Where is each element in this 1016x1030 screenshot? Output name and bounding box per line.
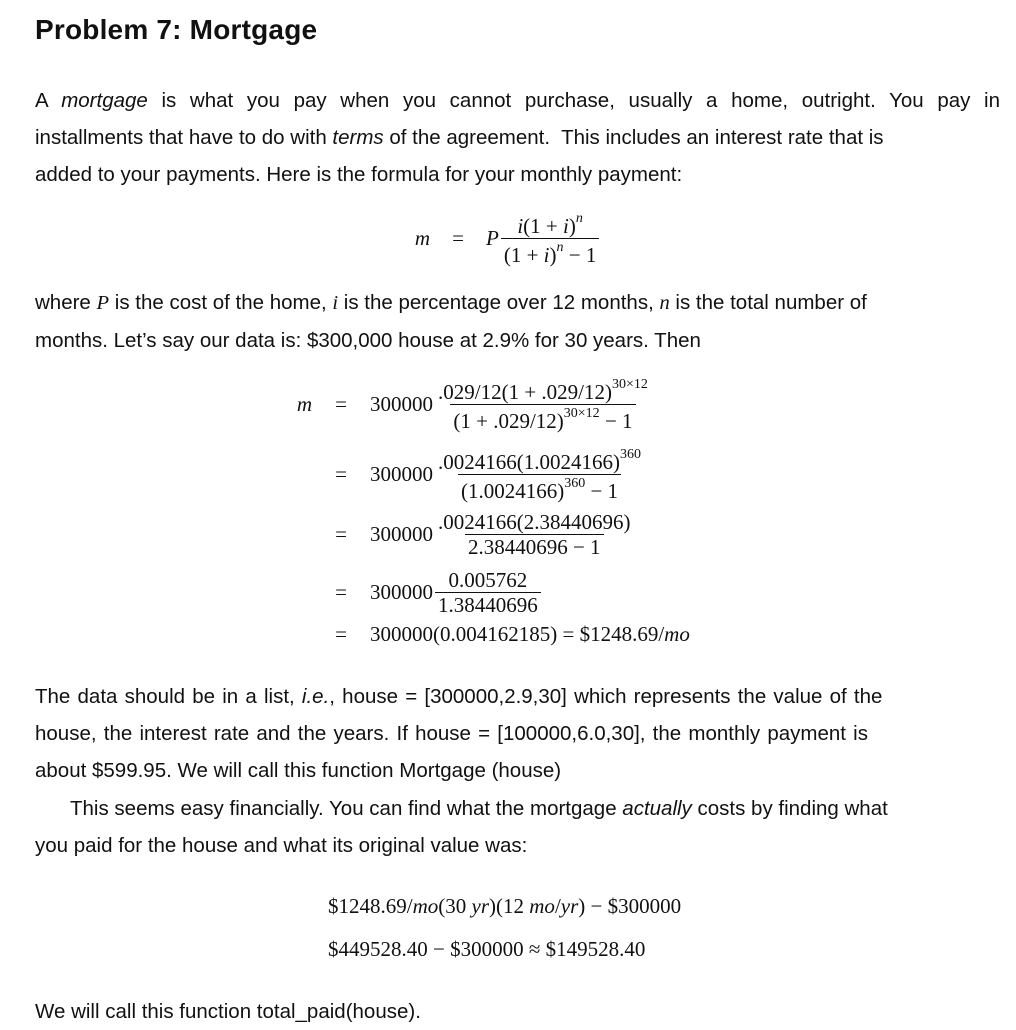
derivation-equals-4: = [335, 580, 347, 604]
term-mortgage: mortgage [61, 89, 148, 112]
data-line-1: The data should be in a list, i.e., house = [300000,2.9,30] which represents the value of the [35, 685, 883, 708]
data-line-3: about $599.95. We will call this function Mortgage (house) [35, 759, 562, 782]
formula-denominator: $(1 + i)^n - 1$ [501, 238, 600, 267]
where-line-2: months. Let’s say our data is: $300,000 house at 2.9% for 30 years. Then [35, 329, 701, 352]
derivation-row-3 [286, 510, 636, 559]
closing-line: We will call this function total_paid(house). [35, 1000, 421, 1023]
derivation-equals-5: = [335, 622, 347, 646]
formula-equals: = [452, 226, 464, 250]
derivation-equals-2: = [335, 462, 347, 486]
intro-paragraph [35, 82, 1000, 193]
derivation-coef-4: 300000 [370, 580, 433, 604]
data-line-2: house, the interest rate and the years. If house = [100000,6.0,30], the monthly payment is [35, 722, 868, 745]
derivation-fraction-4: $\frac{0.005762}{1.38440696}$ [435, 568, 541, 617]
derivation-fraction-3: $\frac{.0024166(2.38440696)}{2.38440696 - 1}$ [438, 510, 631, 559]
derivation-equals-3: = [335, 522, 347, 546]
formula-fraction [501, 210, 600, 267]
payment-formula [404, 210, 601, 267]
derivation-equals-1: = [335, 392, 347, 416]
term-ie: i.e. [301, 685, 330, 708]
formula-lhs: m [414, 226, 430, 250]
derivation-final: 300000(0.004162185) = $1248.69/mo [370, 622, 690, 646]
term-actually: actually [622, 797, 692, 820]
data-paragraph [35, 678, 1000, 789]
derivation-row-2 [286, 446, 646, 503]
intro-line-2: installments that have to do with terms of the agreement. This includes an interest rate that is [35, 126, 884, 149]
formula-numerator: $i(1 + i)^n$ [517, 211, 583, 238]
formula-coef-P: P [486, 226, 499, 250]
term-terms: terms [332, 126, 384, 149]
intro-line-1: A mortgage is what you pay when you cannot purchase, usually a home, outright. You pay in [35, 89, 1000, 112]
derivation-coef-2: 300000 [370, 462, 433, 486]
derivation-fraction-2: $\frac{.0024166(1.0024166)^{360}}{(1.0024166)^{360} - 1}$ [438, 447, 641, 503]
problem-title: Problem 7: Mortgage [35, 14, 318, 45]
total-line-2: $449528.40 − $300000 ≈ $149528.40 [328, 937, 646, 961]
derivation-coef-1: 300000 [370, 392, 433, 416]
derivation-coef-3: 300000 [370, 522, 433, 546]
derivation-row-4 [286, 568, 543, 617]
cost-line-2: you paid for the house and what its original value was: [35, 834, 528, 857]
intro-line-3: added to your payments. Here is the formula for your monthly payment: [35, 163, 683, 186]
cost-paragraph [35, 790, 1000, 864]
cost-line-1: This seems easy financially. You can find what the mortgage actually costs by finding what [70, 797, 888, 820]
derivation-lhs: m [296, 392, 312, 416]
derivation-row-1 [286, 376, 653, 433]
where-paragraph [35, 284, 1000, 359]
derivation-fraction-1: $\frac{.029/12(1 + .029/12)^{30\times 12}}{(1 + .029/12)^{30\times 12} - 1}$ [438, 377, 648, 433]
derivation-row-5 [286, 622, 690, 647]
where-line-1: where P is the cost of the home, i is the percentage over 12 months, n is the total number of [35, 291, 867, 314]
total-line-1: $1248.69/ mo (30 yr )(12 mo / yr ) − $300000 [328, 894, 682, 918]
